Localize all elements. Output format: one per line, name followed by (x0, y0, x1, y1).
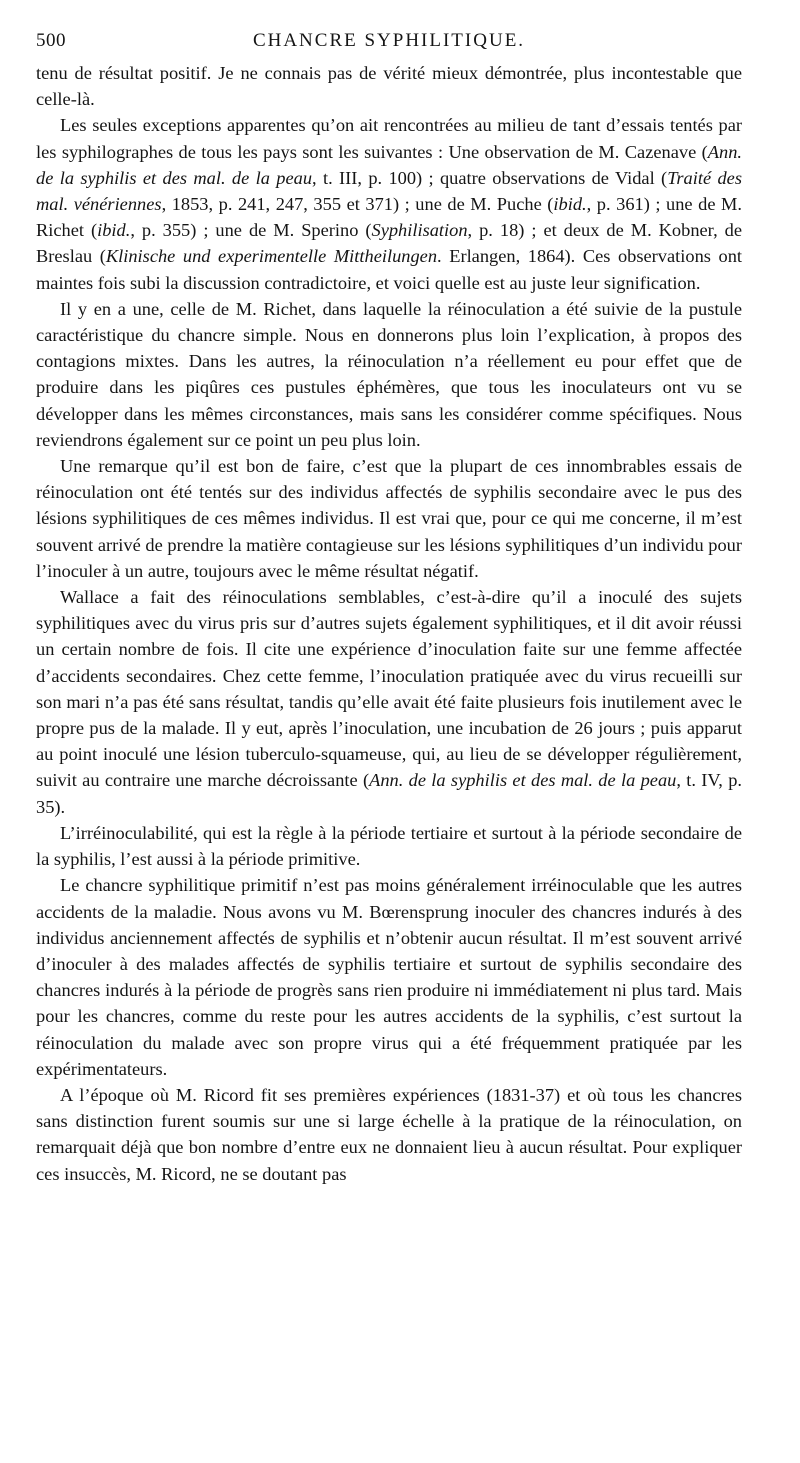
text-run: Les seules exceptions apparentes qu’on ait rencontrées au milieu de tant d’essais tentés par les syphilographes de tous les pays sont les suivantes : Une observation de M. Cazenave ( (36, 115, 742, 162)
text-run: A l’époque où M. Ricord fit ses premières expériences (1831-37) et où tous les chancres sans distinction furent soumis sur une si large échelle à la pratique de la réinoculation, on remarquait déjà que bon nombre d’entre eux ne donnaient lieu à aucun résultat. Pour expliquer ces insuccès, M. Ricord, ne se doutant pas (36, 1084, 742, 1184)
text-run: , 1853, p. 241, 247, 355 et 371) ; une de M. Puche ( (161, 194, 554, 215)
text-run: L’irréinoculabilité, qui est la règle à la période tertiaire et surtout à la période secondaire de la syphilis, l’est aussi à la période primitive. (36, 822, 742, 870)
paragraph (36, 453, 742, 584)
paragraph (36, 820, 742, 872)
paragraph (36, 112, 742, 295)
text-run: Wallace a fait des réinoculations semblables, c’est-à-dire qu’il a inoculé des sujets syphilitiques avec du virus pris sur d’autres sujets également syphilitiques, et il dit avoir réussi un certain nombre de fois. Il cite une expérience d’inoculation faite sur une femme affectée d’accidents secondaires. Chez cette femme, l’inoculation pratiquée avec du virus recueilli sur son mari n’a pas été sans résultat, tandis qu’elle avait été faite plusieurs fois inutilement avec le propre pus de la malade. Il y eut, après l’inoculation, une incubation de 26 jours ; puis apparut au point inoculé une lésion tuberculo-squameuse, qui, au lieu de se développer régulièrement, suivit au contraire une marche décroissante ( (36, 587, 742, 791)
text-run: , t. IV, p. 35). (36, 770, 742, 817)
text-run: , p. 355) ; une de M. Sperino ( (130, 220, 372, 241)
text-run: , p. 18) ; et deux de M. Kobner, de Breslau ( (36, 220, 742, 267)
italic-citation: Ann. de la syphilis et des mal. de la peau (36, 141, 742, 188)
text-run: , p. 361) ; une de M. Richet ( (36, 194, 742, 241)
italic-citation: Ann. de la syphilis et des mal. de la peau (369, 770, 677, 791)
paragraph (36, 1082, 742, 1187)
text-run: Une remarque qu’il est bon de faire, c’est que la plupart de ces innombrables essais de réinoculation ont été tentés sur des individus affectés de syphilis secondaire avec le pus des lésions syphilitiques de ces mêmes individus. Il est vrai que, pour ce qui me concerne, il m’est souvent arrivé de prendre la matière contagieuse sur les lésions syphilitiques d’un individu pour l’inoculer à un autre, toujours avec le même résultat négatif. (36, 456, 742, 581)
text-run: . Erlangen, 1864). Ces observations ont maintes fois subi la discussion contradictoire, et voici quelle est au juste leur signification. (36, 246, 742, 293)
paragraph (36, 584, 742, 820)
body-text (36, 60, 742, 1187)
page-number: 500 (36, 30, 66, 51)
paragraph (36, 296, 742, 453)
paragraph (36, 872, 742, 1082)
running-title: CHANCRE SYPHILITIQUE. (252, 30, 526, 51)
page-header (36, 26, 742, 60)
book-page (36, 26, 742, 1187)
italic-citation: Traité des mal. vénériennes (36, 167, 742, 215)
text-run: Le chancre syphilitique primitif n’est pas moins généralement irréinoculable que les autres accidents de la maladie. Nous avons vu M. Bœrensprung inoculer des chancres indurés à des individus anciennement affectés de syphilis et n’obtenir aucun résultat. Il m’est souvent arrivé d’inoculer à des malades affectés de syphilis tertiaire et surtout de syphilis secondaire des chancres indurés à la période de progrès sans rien produire ni immédiatement ni plus tard. Mais pour les chancres, comme du reste pour les autres accidents de la syphilis, c’est surtout la réinoculation du malade avec son propre virus qui a été fréquemment pratiquée par les expérimentateurs. (36, 875, 742, 1079)
italic-citation: Klinische und experimentelle Mittheilungen (105, 246, 438, 267)
text-run: , t. III, p. 100) ; quatre observations de Vidal ( (312, 167, 668, 188)
text-run: tenu de résultat positif. Je ne connais pas de vérité mieux démontrée, plus incontestable que celle-là. (36, 63, 742, 110)
italic-citation: ibid. (97, 220, 131, 241)
italic-citation: ibid. (553, 194, 587, 215)
paragraph (36, 60, 742, 112)
italic-citation: Syphilisation (371, 220, 468, 241)
text-run: Il y en a une, celle de M. Richet, dans laquelle la réinoculation a été suivie de la pustule caractéristique du chancre simple. Nous en donnerons plus loin l’explication, à propos des contagions mixtes. Dans les autres, la réinoculation n’a réellement eu pour effet que de produire dans les piqûres ces pustules éphémères, que tous les inoculateurs ont vu se développer dans les mêmes circonstances, mais sans les considérer comme spécifiques. Nous reviendrons également sur ce point un peu plus loin. (36, 298, 742, 450)
